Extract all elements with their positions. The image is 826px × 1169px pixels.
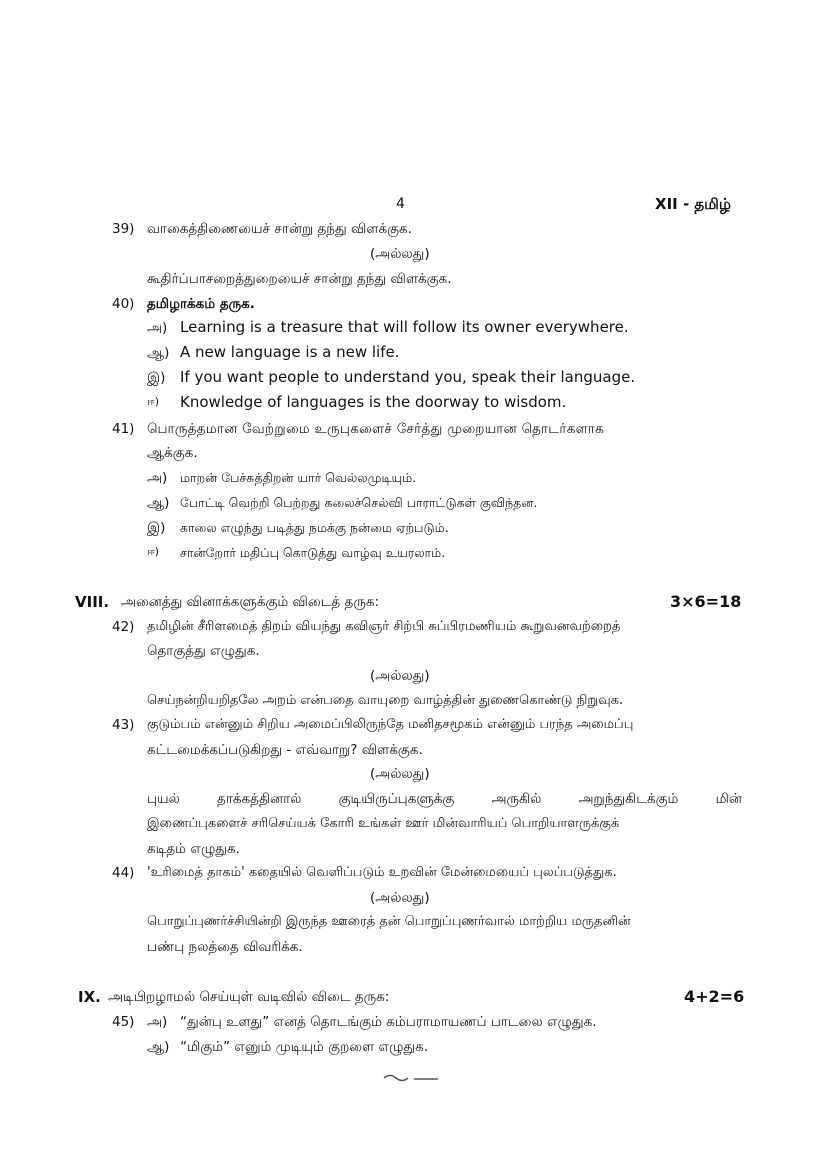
item-label: அ) xyxy=(147,320,168,336)
section-marks: 3×6=18 xyxy=(670,592,742,611)
question-text: தமிழாக்கம் தருக. xyxy=(147,296,255,312)
question-alt-text-cont: கடிதம் எழுதுக. xyxy=(147,841,240,857)
section-marks: 4+2=6 xyxy=(684,987,745,1006)
question-text-cont: ஆக்குக. xyxy=(147,445,198,461)
question-alt-text: கூதிர்ப்பாசறைத்துறையைச் சான்று தந்து விளக்குக. xyxy=(147,271,452,287)
question-number: 42) xyxy=(112,619,135,635)
question-text: தமிழின் சீரிளமைத் திறம் வியந்து கவிஞர் சிற்பி சுப்பிரமணியம் கூறுவனவற்றைத் xyxy=(147,619,621,634)
question-number: 41) xyxy=(112,421,135,437)
question-alt-text-cont: இணைப்புகளைச் சரிசெய்யக் கோரி உங்கள் ஊர் மின்வாரியப் பொறியாளருக்குக் xyxy=(147,816,620,831)
question-text-cont: கட்டமைக்கப்படுகிறது - எவ்வாறு? விளக்குக. xyxy=(147,742,423,758)
item-label: ஈ) xyxy=(147,545,160,558)
question-number: 40) xyxy=(112,296,135,312)
item-text: “மிகும்” எனும் முடியும் குறளை எழுதுக. xyxy=(180,1039,429,1055)
question-text: பொருத்தமான வேற்றுமை உருபுகளைச் சேர்த்து முறையான தொடர்களாக xyxy=(147,421,605,437)
question-text-cont: தொகுத்து எழுதுக. xyxy=(147,643,260,659)
item-label: ஆ) xyxy=(147,345,170,361)
question-number: 44) xyxy=(112,865,135,881)
item-text: காலை எழுந்து படித்து நமக்கு நன்மை ஏற்படும். xyxy=(180,520,449,535)
question-alt-text-cont: பண்பு நலத்தை விவரிக்க. xyxy=(147,939,303,955)
question-number: 39) xyxy=(112,221,135,237)
question-alt-text: புயல் தாக்கத்தினால் குடியிருப்புகளுக்கு அருகில் அறுந்துகிடக்கும் மின் xyxy=(147,791,742,807)
question-text: வாகைத்திணையைச் சான்று தந்து விளக்குக. xyxy=(147,221,412,237)
item-label: ஆ) xyxy=(147,1039,170,1055)
item-text: சான்றோர் மதிப்பு கொடுத்து வாழ்வு உயரலாம். xyxy=(180,545,446,560)
item-label: இ) xyxy=(147,520,166,536)
or-label: (அல்லது) xyxy=(370,246,430,262)
or-label: (அல்லது) xyxy=(370,890,430,906)
question-text: 'உரிமைத் தாகம்' கதையில் வெளிப்படும் உறவின் மேன்மையைப் புலப்படுத்துக. xyxy=(147,865,617,880)
or-label: (அல்லது) xyxy=(370,668,430,684)
question-number: 43) xyxy=(112,717,135,733)
page-number: 4 xyxy=(396,196,405,212)
section-roman: VIII. xyxy=(75,593,110,611)
translation-sentence: If you want people to understand you, speak their language. xyxy=(180,368,636,386)
item-label: ஆ) xyxy=(147,495,170,511)
item-label: ஈ) xyxy=(147,395,160,408)
section-roman: IX. xyxy=(78,988,101,1006)
question-number: 45) xyxy=(112,1014,135,1030)
item-label: இ) xyxy=(147,370,166,386)
section-title: அனைத்து வினாக்களுக்கும் விடைத் தருக: xyxy=(121,594,380,610)
item-label: அ) xyxy=(147,1014,168,1030)
item-text: மாறன் பேச்சுத்திறன் யார் வெல்லமுடியும். xyxy=(180,470,417,485)
item-text: “துன்பு உளது” எனத் தொடங்கும் கம்பராமாயணப் பாடலை எழுதுக. xyxy=(180,1014,597,1030)
question-alt-text: செய்நன்றியறிதலே அறம் என்பதை வாயுறை வாழ்த்தின் துணைகொண்டு நிறுவுக. xyxy=(147,693,624,708)
or-label: (அல்லது) xyxy=(370,766,430,782)
question-text: குடும்பம் என்னும் சிறிய அமைப்பிலிருந்தே மனிதசமூகம் என்னும் பரந்த அமைப்பு xyxy=(147,717,634,732)
section-title: அடிபிறழாமல் செய்யுள் வடிவில் விடை தருக: xyxy=(108,989,390,1005)
translation-sentence: Learning is a treasure that will follow its owner everywhere. xyxy=(180,318,629,336)
translation-sentence: Knowledge of languages is the doorway to wisdom. xyxy=(180,393,567,411)
question-alt-text: பொறுப்புணர்ச்சியின்றி இருந்த ஊரைத் தன் பொறுப்புணர்வால் மாற்றிய மருதனின் xyxy=(147,914,631,929)
subject-header: XII - தமிழ் xyxy=(655,195,732,213)
item-text: போட்டி வெற்றி பெற்றது கலைச்செல்வி பாராட்டுகள் குவிந்தன. xyxy=(180,495,538,510)
scan-mark xyxy=(382,1072,442,1082)
item-label: அ) xyxy=(147,470,168,486)
translation-sentence: A new language is a new life. xyxy=(180,343,400,361)
